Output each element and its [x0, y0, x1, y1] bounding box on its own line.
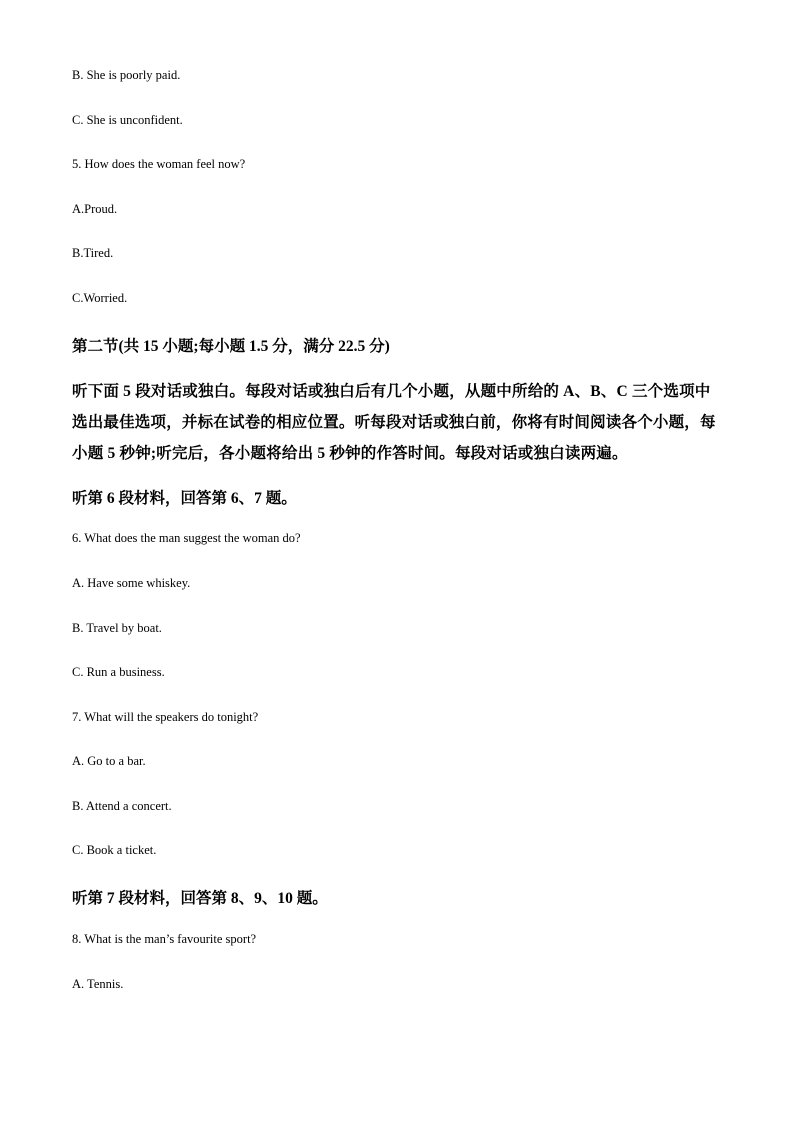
q5-option-a: A.Proud.: [72, 202, 118, 216]
material6-heading: 听第 6 段材料，回答第 6、7 题。: [72, 490, 297, 507]
q6-option-a: A. Have some whiskey.: [72, 576, 191, 590]
section2-instructions: 听下面 5 段对话或独白。每段对话或独白后有几个小题，从题中所给的 A、B、C 三个选项中选出最佳选项，并标在试卷的相应位置。听每段对话或独白前，你将有时间阅读各个小题，每小题 5 秒钟;听完后，各小题将给出 5 秒钟的作答时间。每段对话或独白读两遍。: [72, 383, 716, 462]
q5-question: 5. How does the woman feel now?: [72, 157, 246, 171]
q8-option-a: A. Tennis.: [72, 977, 124, 991]
q4-option-c: C. She is unconfident.: [72, 113, 183, 127]
q6-option-c: C. Run a business.: [72, 665, 165, 679]
q8-question: 8. What is the man’s favourite sport?: [72, 932, 257, 946]
q5-option-b: B.Tired.: [72, 246, 114, 260]
q7-option-a: A. Go to a bar.: [72, 754, 146, 768]
q6-question: 6. What does the man suggest the woman do?: [72, 531, 301, 545]
q4-option-b: B. She is poorly paid.: [72, 68, 181, 82]
material7-heading: 听第 7 段材料，回答第 8、9、10 题。: [72, 890, 328, 907]
q7-option-b: B. Attend a concert.: [72, 799, 172, 813]
q5-option-c: C.Worried.: [72, 291, 128, 305]
q7-question: 7. What will the speakers do tonight?: [72, 710, 259, 724]
section2-title: 第二节(共 15 小题;每小题 1.5 分，满分 22.5 分): [72, 338, 390, 355]
q7-option-c: C. Book a ticket.: [72, 843, 157, 857]
q6-option-b: B. Travel by boat.: [72, 621, 162, 635]
